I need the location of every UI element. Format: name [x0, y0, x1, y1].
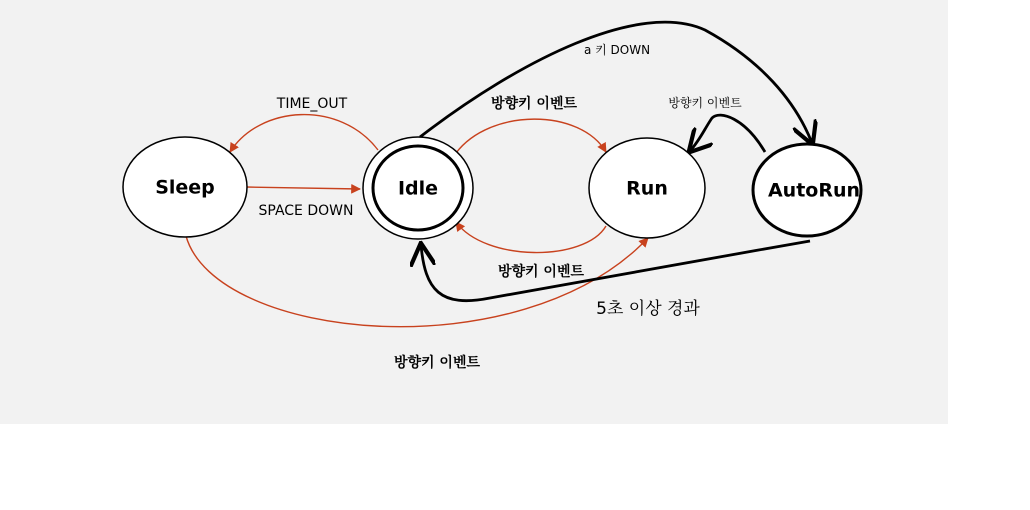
label-autorun-to-run: 방향키 이벤트: [668, 96, 742, 110]
label-run-to-idle: 방향키 이벤트: [497, 264, 585, 280]
label-idle-to-run: 방향키 이벤트: [490, 96, 578, 112]
state-run: [589, 138, 705, 238]
state-autorun: [753, 144, 861, 236]
label-a-key-down: a 키 DOWN: [583, 43, 651, 57]
label-space-down: SPACE DOWN: [258, 203, 354, 219]
label-time-out: TIME_OUT: [276, 96, 348, 112]
label-sleep-to-run: 방향키 이벤트: [393, 355, 481, 371]
state-sleep: [123, 137, 247, 237]
state-autorun-label: AutoRun: [767, 179, 861, 202]
state-idle-label: Idle: [397, 177, 439, 200]
state-run-label: Run: [626, 177, 668, 200]
label-timeout-5s: 5초 이상 경과: [596, 299, 700, 319]
state-idle: [363, 137, 473, 239]
state-sleep-label: Sleep: [155, 176, 215, 199]
